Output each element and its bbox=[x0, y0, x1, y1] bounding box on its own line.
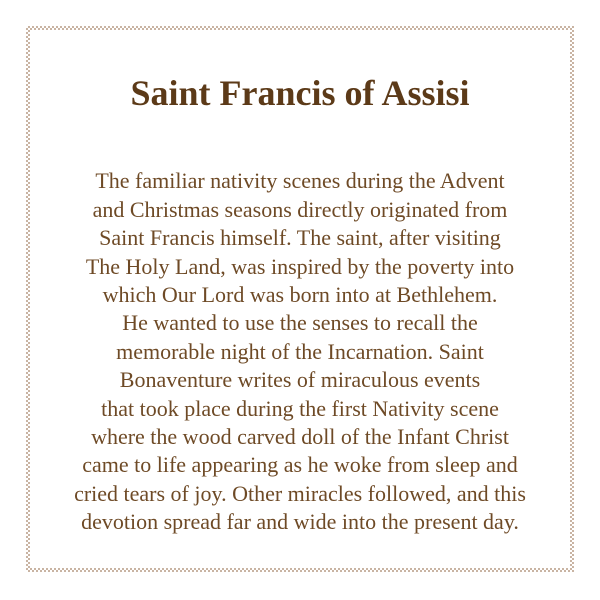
paragraph-line: which Our Lord was born into at Bethlehem. bbox=[102, 281, 498, 307]
paragraph-line: Saint Francis himself. The saint, after visiting bbox=[99, 225, 501, 251]
paragraph-line: cried tears of joy. Other miracles followed, and this bbox=[74, 480, 526, 506]
card bbox=[30, 30, 570, 568]
article-body bbox=[40, 167, 560, 536]
paragraph-line: He wanted to use the senses to recall the bbox=[122, 310, 478, 336]
paragraph-line: where the wood carved doll of the Infant Christ bbox=[91, 423, 509, 449]
paragraph-line: The familiar nativity scenes during the Advent bbox=[95, 168, 505, 194]
paragraph-line: The Holy Land, was inspired by the poverty into bbox=[85, 253, 515, 279]
paragraph-line: that took place during the first Nativity scene bbox=[101, 395, 499, 421]
paragraph-line: devotion spread far and wide into the present day. bbox=[81, 509, 519, 535]
page-title: Saint Francis of Assisi bbox=[130, 73, 470, 113]
paragraph-line: and Christmas seasons directly originated from bbox=[92, 196, 508, 222]
paragraph-line: Bonaventure writes of miraculous events bbox=[119, 367, 481, 393]
decorative-checkered-border bbox=[26, 26, 574, 572]
paragraph-line: memorable night of the Incarnation. Saint bbox=[116, 338, 484, 364]
paragraph-line: came to life appearing as he woke from sleep and bbox=[82, 452, 518, 478]
